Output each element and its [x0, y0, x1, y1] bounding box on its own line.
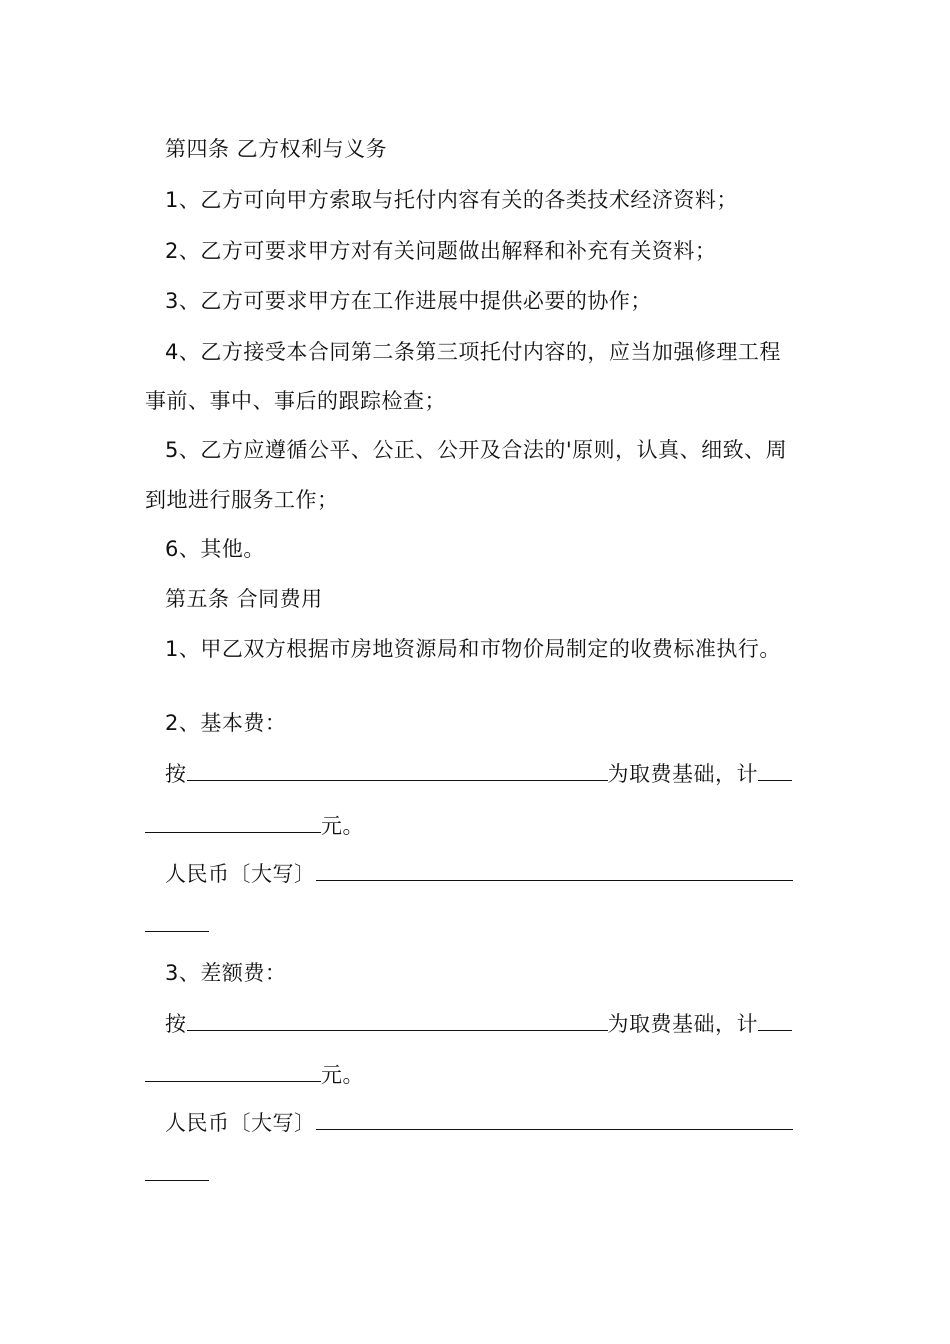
diff-fee-rmb-line — [145, 1107, 830, 1138]
diff-fee-amount-blank[interactable] — [145, 1059, 321, 1082]
article-5-heading: 第五条 合同费用 — [165, 587, 323, 611]
article-4-heading: 第四条 乙方权利与义务 — [165, 137, 388, 161]
fee-unit: 元。 — [321, 814, 364, 838]
basic-fee-rmb-blank-continued[interactable] — [145, 909, 209, 932]
basic-fee-rmb-line-continued — [145, 909, 810, 940]
diff-fee-amount-blank-start[interactable] — [758, 1008, 792, 1031]
clause-4-5: 5、乙方应遵循公平、公正、公开及合法的'原则，认真、细致、周 — [165, 438, 788, 462]
clause-4-6: 6、其他。 — [165, 537, 265, 561]
diff-fee-rmb-line-continued — [145, 1158, 810, 1189]
basic-fee-rmb-blank[interactable] — [316, 858, 793, 881]
basic-fee-amount-blank-start[interactable] — [758, 758, 792, 781]
rmb-label: 人民币〔大写〕 — [165, 862, 316, 886]
diff-fee-rmb-blank-continued[interactable] — [145, 1158, 209, 1181]
basic-fee-basis-line — [145, 758, 830, 789]
clause-4-1: 1、乙方可向甲方索取与托付内容有关的各类技术经济资料； — [165, 188, 738, 212]
fee-prefix: 按 — [165, 1012, 187, 1036]
basic-fee-amount-line — [145, 810, 810, 841]
diff-fee-basis-blank[interactable] — [187, 1008, 608, 1031]
clause-4-3: 3、乙方可要求甲方在工作进展中提供必要的协作； — [165, 289, 652, 313]
basic-fee-rmb-line — [145, 858, 830, 889]
clause-5-1: 1、甲乙双方根据市房地资源局和市物价局制定的收费标准执行。 — [165, 637, 781, 661]
clause-4-2: 2、乙方可要求甲方对有关问题做出解释和补充有关资料； — [165, 239, 717, 263]
clause-5-3: 3、差额费： — [165, 961, 287, 985]
clause-5-2: 2、基本费： — [165, 711, 287, 735]
rmb-label: 人民币〔大写〕 — [165, 1111, 316, 1135]
fee-basis-text: 为取费基础，计 — [607, 1012, 758, 1036]
basic-fee-amount-blank[interactable] — [145, 810, 321, 833]
fee-unit: 元。 — [321, 1063, 364, 1087]
fee-basis-text: 为取费基础，计 — [607, 762, 758, 786]
diff-fee-amount-line — [145, 1059, 810, 1090]
clause-4-4-continued: 事前、事中、事后的跟踪检查； — [145, 389, 446, 413]
diff-fee-basis-line — [145, 1008, 830, 1039]
clause-4-4: 4、乙方接受本合同第二条第三项托付内容的，应当加强修理工程 — [165, 340, 781, 364]
diff-fee-rmb-blank[interactable] — [316, 1107, 793, 1130]
fee-prefix: 按 — [165, 762, 187, 786]
basic-fee-basis-blank[interactable] — [187, 758, 608, 781]
clause-4-5-continued: 到地进行服务工作； — [145, 488, 339, 512]
